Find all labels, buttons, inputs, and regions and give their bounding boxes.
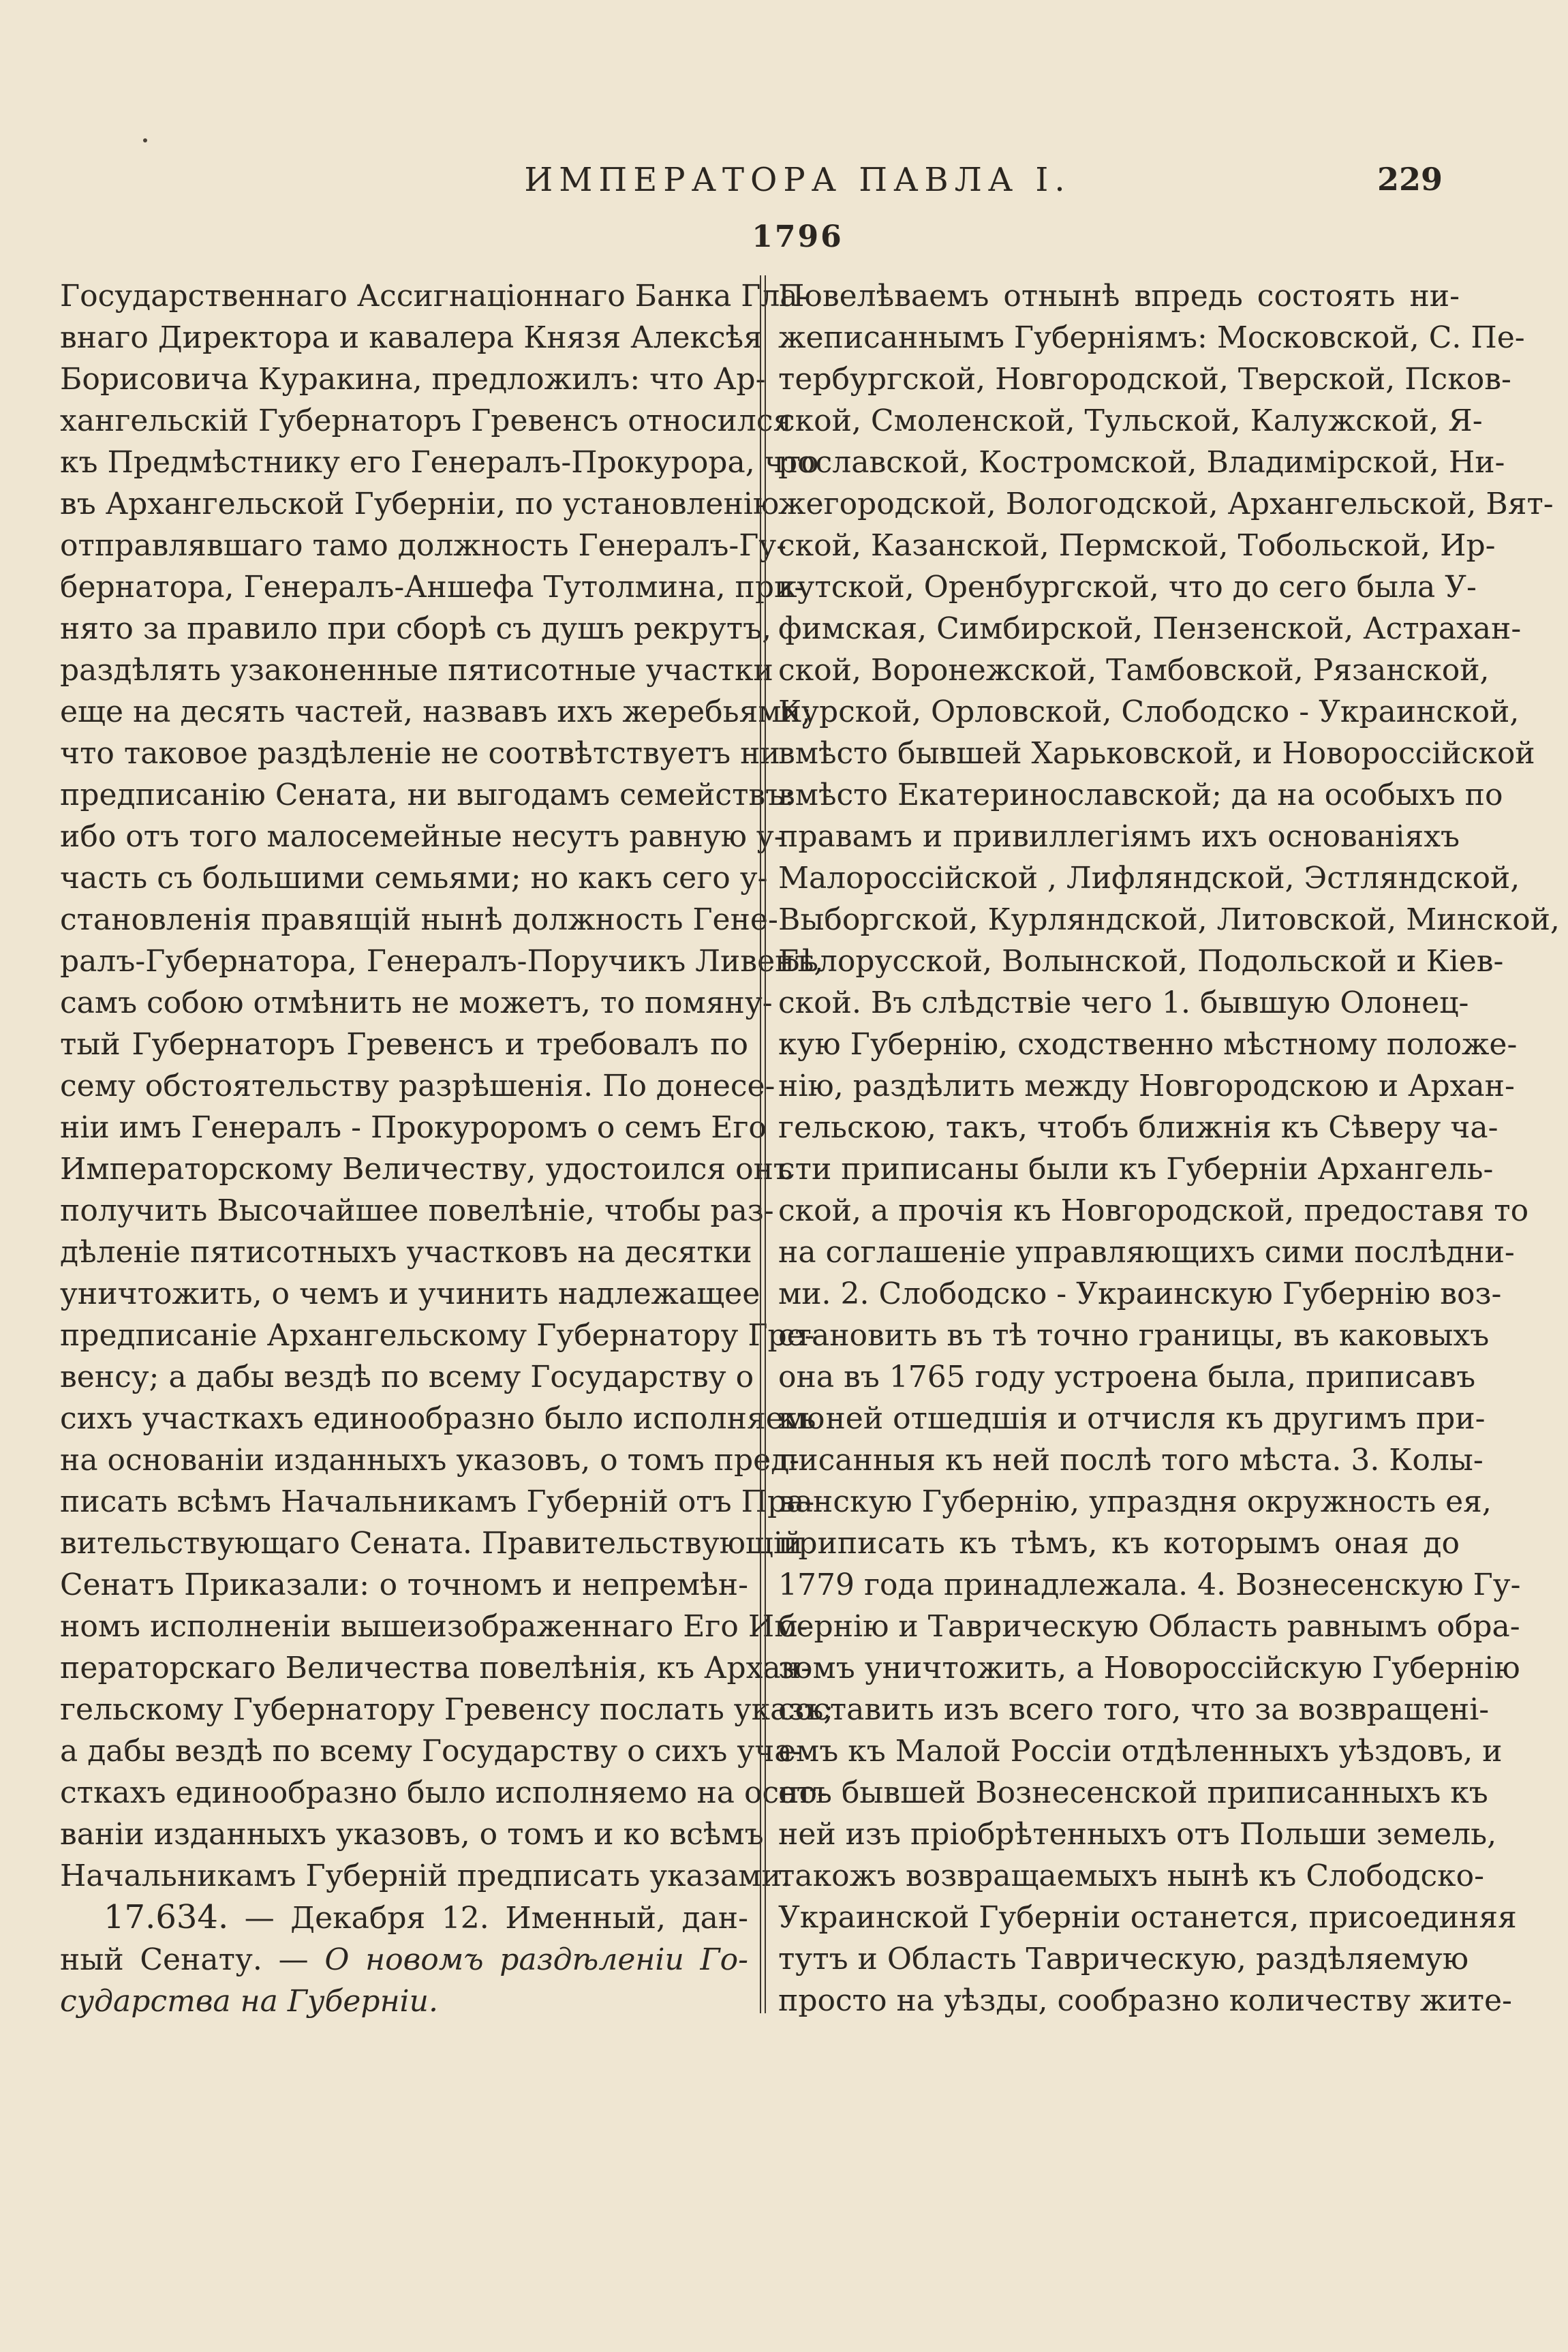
text-line: такожъ возвращаемыхъ нынѣ къ Слободско-: [778, 1859, 1485, 1893]
text-line: нято за правило при сборѣ съ душъ рекрутъ,: [60, 611, 772, 646]
text-line: бернатора, Генералъ-Аншефа Тутолмина, при-: [60, 570, 805, 605]
text-line: Бѣлорусской, Волынской, Подольской и Кіев-: [778, 944, 1504, 979]
right-column: [778, 275, 1560, 2021]
text-line: Начальникамъ Губерній предписать указами.: [60, 1859, 791, 1893]
text-line: номъ исполненіи вышеизображеннаго Его Им-: [60, 1609, 808, 1644]
text-line: составить изъ всего того, что за возвращені-: [778, 1692, 1490, 1727]
text-line: въ Архангельской Губерніи, по установленію: [60, 487, 780, 521]
text-line: бернію и Таврическую Область равнымъ обра-: [778, 1609, 1520, 1644]
text-line: Повелѣваемъ отнынѣ впредь состоять ни-: [778, 279, 1460, 314]
text-line: жегородской, Вологодской, Архангельской, Вят-: [778, 487, 1554, 521]
text-line: Государственнаго Ассигнаціоннаго Банка Гла-: [60, 279, 808, 314]
text-line: на основаніи изданныхъ указовъ, о томъ пред-: [60, 1443, 800, 1478]
left-column: [60, 275, 834, 2022]
text-line: часть съ большими семьями; но какъ сего у-: [60, 861, 768, 896]
text-line: къ Предмѣстнику его Генералъ-Прокурора, что: [60, 445, 819, 480]
text-line: ской, а прочія къ Новгородской, предоставя то: [778, 1193, 1529, 1228]
text-line: ніи имъ Генералъ - Прокуроромъ о семъ Его: [60, 1110, 767, 1145]
text-line: 1779 года принадлежала. 4. Вознесенскую Гу-: [778, 1568, 1521, 1602]
text-line: уничтожить, о чемъ и учинить надлежащее: [60, 1277, 760, 1311]
text-line: предписаніе Архангельскому Губернатору Гре-: [60, 1318, 815, 1353]
text-line: ской, Казанской, Пермской, Тобольской, Ир-: [778, 528, 1496, 563]
text-line: писать всѣмъ Начальникамъ Губерній отъ Пра-: [60, 1484, 815, 1519]
text-line: сему обстоятельству разрѣшенія. По донесе-: [60, 1069, 775, 1103]
page-number: 229: [1377, 161, 1443, 198]
text-line: ралъ-Губернатора, Генералъ-Поручикъ Ливенъ,: [60, 944, 824, 979]
running-title: ИМПЕРАТОРА ПАВЛА I.: [524, 161, 1071, 199]
text-line: ибо отъ того малосемейные несутъ равную у-: [60, 819, 784, 854]
text-line: кую Губернію, сходственно мѣстному положе-: [778, 1027, 1518, 1062]
text-line: сткахъ единообразно было исполняемо на осно-: [60, 1775, 827, 1810]
text-line: Сенатъ Приказали: о точномъ и непремѣн-: [60, 1568, 748, 1602]
text-line: кутской, Оренбургской, что до сего была У-: [778, 570, 1477, 605]
text-line: емъ къ Малой Россіи отдѣленныхъ уѣздовъ, и: [778, 1734, 1503, 1769]
column-divider: [760, 275, 766, 2013]
text-line: правамъ и привиллегіямъ ихъ основаніяхъ: [778, 819, 1460, 854]
text-line: а дабы вездѣ по всему Государству о сихъ уча-: [60, 1734, 803, 1769]
ink-speck: [143, 138, 147, 142]
text-line: внаго Директора и кавалера Князя Алексѣя: [60, 320, 763, 355]
text-line: вмѣсто бывшей Харьковской, и Новороссійской: [778, 736, 1535, 771]
text-line: становить въ тѣ точно границы, въ каковыхъ: [778, 1318, 1490, 1353]
text-line: тый Губернаторъ Гревенсъ и требовалъ по: [60, 1027, 748, 1062]
text-line: раздѣлять узаконенные пятисотные участки: [60, 653, 773, 688]
text-line: отправлявшаго тамо должность Генералъ-Гу-: [60, 528, 787, 563]
year-heading: 1796: [752, 219, 844, 254]
text-line: сихъ участкахъ единообразно было исполняемо: [60, 1401, 825, 1436]
text-line: ней изъ пріобрѣтенныхъ отъ Польши земель,: [778, 1817, 1497, 1852]
text-line: рославской, Костромской, Владимірской, Ни-: [778, 445, 1505, 480]
edict-date: — Декабря 12. Именный, дан-: [244, 1901, 748, 1936]
text-line: самъ собою отмѣнить не можетъ, то помяну-: [60, 986, 773, 1020]
text-line: Малороссійской , Лифляндской, Эстляндской,: [778, 861, 1520, 896]
text-line: гельскому Губернатору Гревенсу послать указъ;: [60, 1692, 834, 1727]
text-line: хангельскій Губернаторъ Гревенсъ относился: [60, 403, 793, 438]
text-line: жеписаннымъ Губерніямъ: Московской, С. Пе-: [778, 320, 1525, 355]
text-line: просто на уѣзды, сообразно количеству жите-: [778, 1983, 1512, 2018]
text-line: ванскую Губернію, упраздня окружность ея,: [778, 1484, 1492, 1519]
edict-addressee: ный Сенату. —: [60, 1942, 309, 1977]
text-line: ской. Въ слѣдствіе чего 1. бывшую Олонец-: [778, 986, 1469, 1020]
page-header: [0, 161, 1568, 209]
text-line: зомъ уничтожить, а Новороссійскую Губернію: [778, 1651, 1520, 1685]
text-line: Борисовича Куракина, предложилъ: что Ар-: [60, 362, 766, 397]
text-line: Украинской Губерніи останется, присоединяя: [778, 1900, 1517, 1935]
text-line: вительствующаго Сената. Правительствующій: [60, 1526, 803, 1561]
text-line: ператорскаго Величества повелѣнія, къ Архан-: [60, 1651, 811, 1685]
text-line: ми. 2. Слободско - Украинскую Губернію воз-: [778, 1277, 1502, 1311]
edict-number: 17.634.: [104, 1898, 229, 1936]
text-line: венсу; а дабы вездѣ по всему Государству о: [60, 1360, 754, 1394]
text-line: гельскою, такъ, чтобъ ближнія къ Сѣверу ча-: [778, 1110, 1498, 1145]
text-line: сти приписаны были къ Губерніи Архангель-: [778, 1152, 1494, 1187]
text-line: тербургской, Новгородской, Тверской, Псков-: [778, 362, 1511, 397]
text-line: ской, Воронежской, Тамбовской, Рязанской,: [778, 653, 1490, 688]
text-line: нію, раздѣлить между Новгородскою и Архан-: [778, 1069, 1515, 1103]
edict-heading-line: [60, 1939, 748, 1981]
text-line: предписанію Сената, ни выгодамъ семействъ:: [60, 778, 795, 812]
text-line: Императорскому Величеству, удостоился онъ: [60, 1152, 793, 1187]
text-line: на соглашеніе управляющихъ сими послѣдни-: [778, 1235, 1515, 1270]
text-line: Курской, Орловской, Слободско - Украинской,: [778, 694, 1520, 729]
text-line: становленія правящій нынѣ должность Гене-: [60, 902, 778, 937]
text-line: дѣленіе пятисотныхъ участковъ на десятки: [60, 1235, 752, 1270]
edict-subject-continued: сударства на Губерніи.: [60, 1984, 438, 2019]
text-line: ваніи изданныхъ указовъ, о томъ и ко всѣмъ: [60, 1817, 764, 1852]
text-line: Выборгской, Курляндской, Литовской, Минской,: [778, 902, 1560, 937]
text-line: получить Высочайшее повелѣніе, чтобы раз-: [60, 1193, 774, 1228]
text-line: писанныя къ ней послѣ того мѣста. 3. Колы-: [778, 1443, 1484, 1478]
text-line: ской, Смоленской, Тульской, Калужской, Я-: [778, 403, 1483, 438]
text-line: что таковое раздѣленіе не соотвѣтствуетъ ни: [60, 736, 780, 771]
text-line: вмѣсто Екатеринославской; да на особыхъ по: [778, 778, 1503, 812]
text-line: еще на десять частей, назвавъ ихъ жеребьями;: [60, 694, 812, 729]
text-line: къ ней отшедшія и отчисля къ другимъ при-: [778, 1401, 1486, 1436]
text-line: тутъ и Область Таврическую, раздѣляемую: [778, 1942, 1469, 1976]
text-line: она въ 1765 году устроена была, приписавъ: [778, 1360, 1476, 1394]
edict-heading-line: [60, 1897, 748, 1939]
edict-subject: О новомъ раздѣленіи Го-: [324, 1942, 749, 1977]
text-line: приписать къ тѣмъ, къ которымъ оная до: [778, 1526, 1460, 1561]
text-line: отъ бывшей Вознесенской приписанныхъ къ: [778, 1775, 1488, 1810]
text-line: фимская, Симбирской, Пензенской, Астрахан-: [778, 611, 1522, 646]
